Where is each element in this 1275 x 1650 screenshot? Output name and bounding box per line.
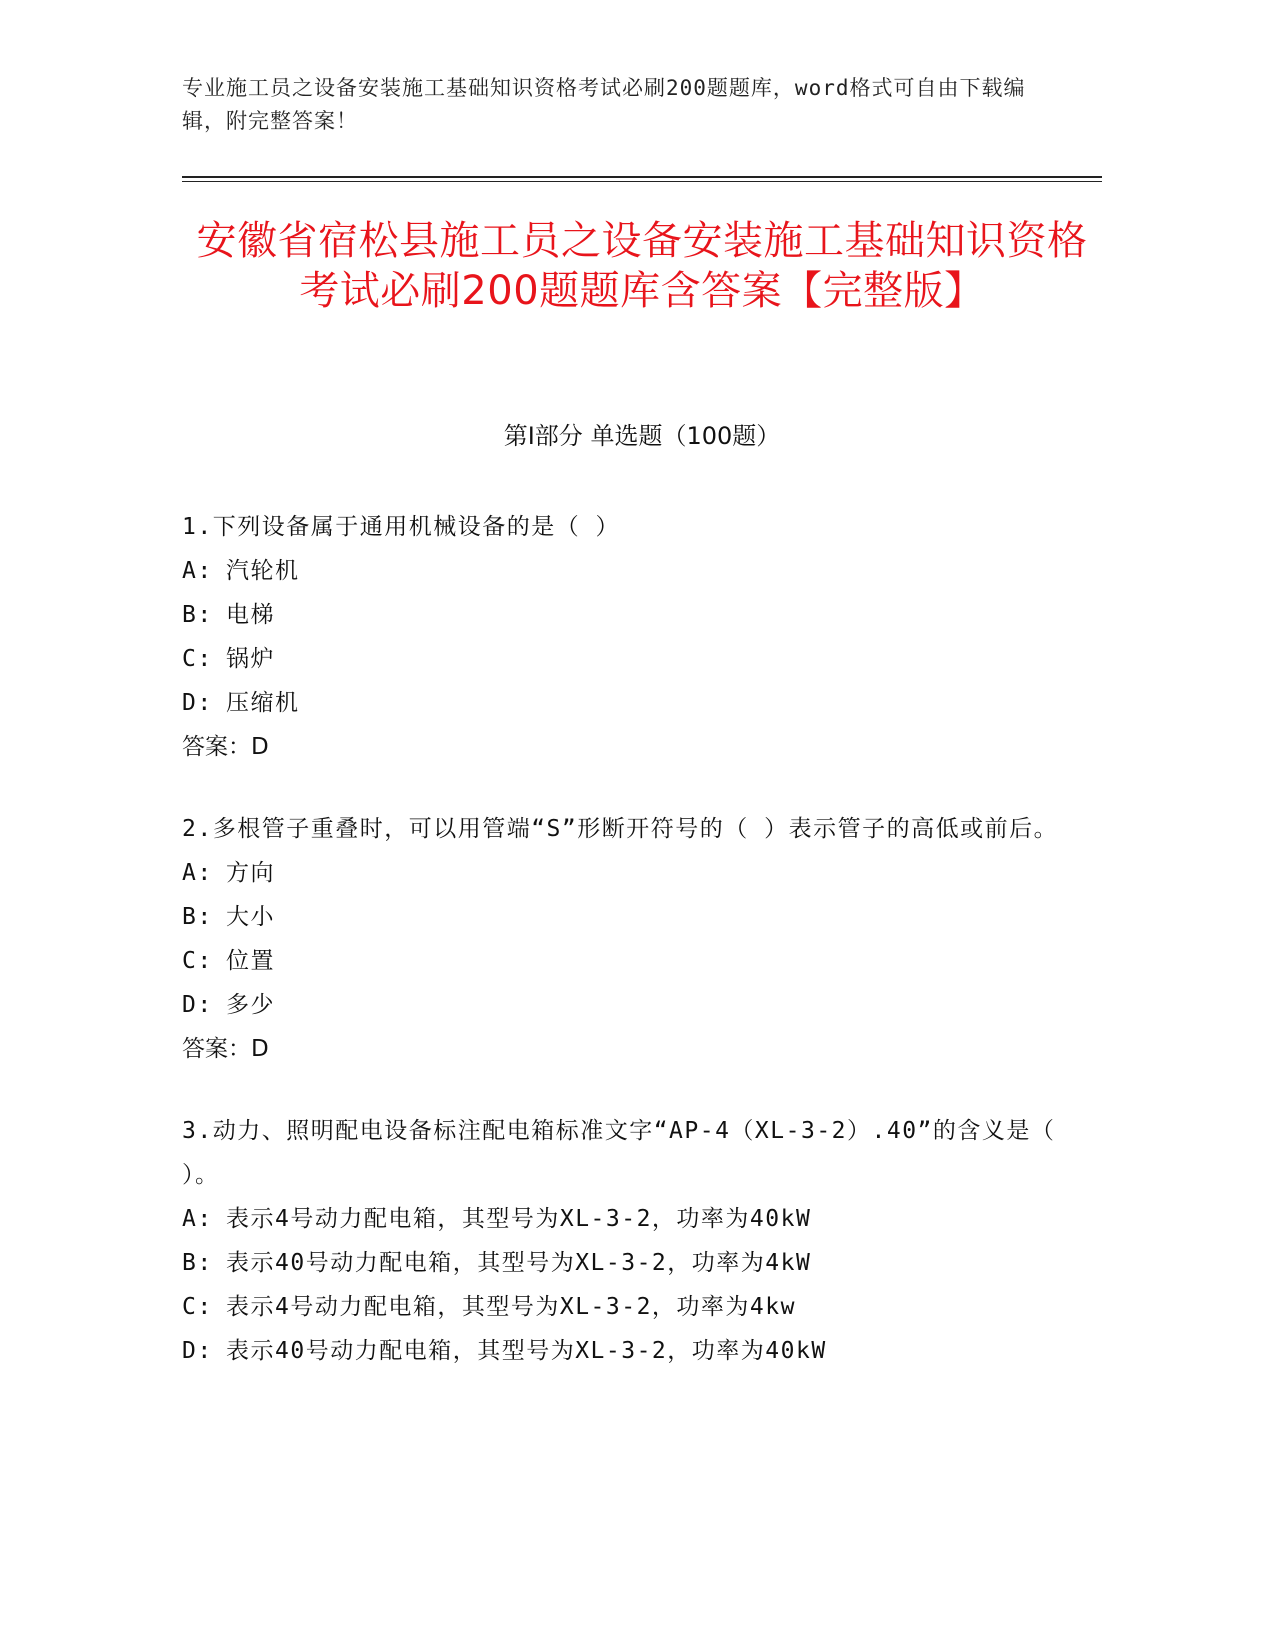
option-a bbox=[182, 1197, 1062, 1241]
option-text: 大小 bbox=[226, 904, 275, 930]
option-d bbox=[182, 1329, 1062, 1373]
option-b bbox=[182, 593, 1062, 637]
option-text: 位置 bbox=[226, 948, 275, 974]
option-text: 表示40号动力配电箱，其型号为XL-3-2，功率为4kW bbox=[226, 1250, 812, 1276]
option-a bbox=[182, 851, 1062, 895]
option-letter: A: bbox=[182, 860, 213, 886]
option-b bbox=[182, 895, 1062, 939]
option-c bbox=[182, 637, 1062, 681]
header-rule-thick bbox=[182, 176, 1102, 178]
option-text: 多少 bbox=[226, 992, 275, 1018]
option-text: 汽轮机 bbox=[226, 558, 300, 584]
option-letter: C: bbox=[182, 1294, 213, 1320]
option-a bbox=[182, 549, 1062, 593]
option-d bbox=[182, 681, 1062, 725]
option-c bbox=[182, 939, 1062, 983]
option-d bbox=[182, 983, 1062, 1027]
option-letter: C: bbox=[182, 646, 213, 672]
option-text: 表示40号动力配电箱，其型号为XL-3-2，功率为40kW bbox=[226, 1338, 827, 1364]
option-b bbox=[182, 1241, 1062, 1285]
question-1 bbox=[182, 505, 1062, 769]
option-letter: A: bbox=[182, 558, 213, 584]
question-3 bbox=[182, 1109, 1062, 1373]
option-c bbox=[182, 1285, 1062, 1329]
question-list bbox=[182, 505, 1062, 1411]
option-letter: C: bbox=[182, 948, 213, 974]
option-text: 表示4号动力配电箱，其型号为XL-3-2，功率为40kW bbox=[226, 1206, 812, 1232]
option-letter: D: bbox=[182, 992, 213, 1018]
question-2 bbox=[182, 807, 1062, 1071]
option-text: 表示4号动力配电箱，其型号为XL-3-2，功率为4kw bbox=[226, 1294, 796, 1320]
question-stem: 2.多根管子重叠时，可以用管端“S”形断开符号的（ ）表示管子的高低或前后。 bbox=[182, 816, 1059, 842]
option-text: 方向 bbox=[226, 860, 275, 886]
document-title: 安徽省宿松县施工员之设备安装施工基础知识资格考试必刷200题题库含答案【完整版】 bbox=[196, 218, 1088, 314]
option-letter: B: bbox=[182, 904, 213, 930]
option-letter: D: bbox=[182, 1338, 213, 1364]
header-rule-thin bbox=[182, 181, 1102, 182]
answer-line: 答案：D bbox=[182, 734, 269, 760]
option-text: 电梯 bbox=[226, 602, 275, 628]
option-letter: B: bbox=[182, 602, 213, 628]
option-text: 压缩机 bbox=[226, 690, 300, 716]
option-letter: D: bbox=[182, 690, 213, 716]
question-stem: 3.动力、照明配电设备标注配电箱标准文字“AP-4（XL-3-2）.40”的含义是（ ）。 bbox=[182, 1118, 1056, 1188]
option-letter: B: bbox=[182, 1250, 213, 1276]
option-text: 锅炉 bbox=[226, 646, 275, 672]
header-note: 专业施工员之设备安装施工基础知识资格考试必刷200题题库，word格式可自由下载编辑，附完整答案！ bbox=[182, 76, 1026, 133]
section-title: 第I部分 单选题（100题） bbox=[503, 422, 781, 450]
option-letter: A: bbox=[182, 1206, 213, 1232]
question-stem: 1.下列设备属于通用机械设备的是（ ） bbox=[182, 514, 621, 540]
answer-line: 答案：D bbox=[182, 1036, 269, 1062]
